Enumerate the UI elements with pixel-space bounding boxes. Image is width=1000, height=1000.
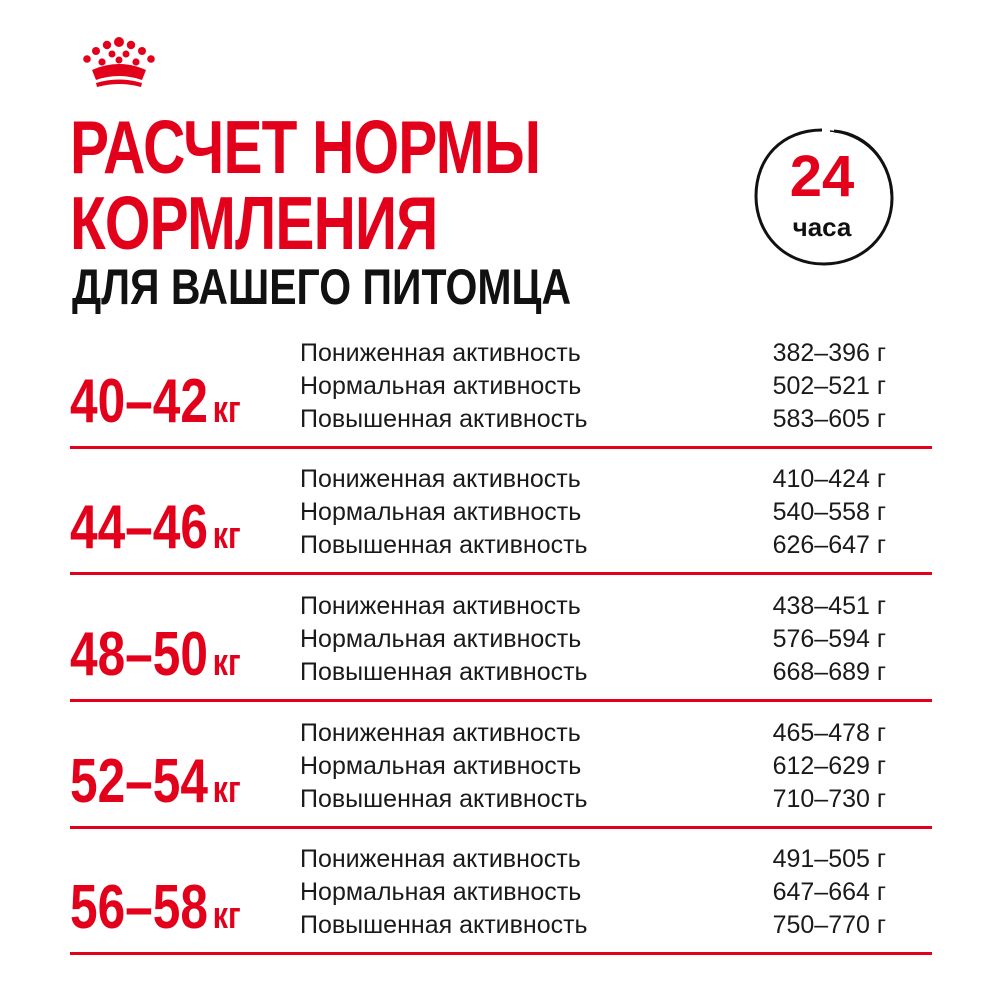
weight-unit: кг [212, 769, 241, 811]
activity-label: Повышенная активность [300, 531, 588, 559]
portion-value: 540–558 г [772, 498, 886, 526]
activity-row-low [300, 463, 886, 495]
divider [70, 572, 932, 575]
portion-value: 647–664 г [772, 878, 886, 906]
portion-value: 410–424 г [772, 465, 886, 493]
weight-unit: кг [212, 389, 241, 431]
page-subtitle: ДЛЯ ВАШЕГО ПИТОМЦА [72, 259, 572, 315]
portion-value: 668–689 г [772, 658, 886, 686]
activity-row-normal [300, 623, 886, 655]
weight-unit: кг [212, 515, 241, 557]
activity-row-low [300, 337, 886, 369]
page-title-line-2: КОРМЛЕНИЯ [70, 181, 438, 265]
portion-value: 465–478 г [772, 719, 886, 747]
weight-range [70, 747, 241, 816]
activity-label: Нормальная активность [300, 625, 582, 653]
royal-canin-crown-icon [80, 36, 158, 88]
activity-label: Повышенная активность [300, 911, 588, 939]
badge-number: 24 [789, 144, 855, 209]
activity-row-normal [300, 370, 886, 402]
weight-block [70, 323, 932, 449]
portion-value: 491–505 г [772, 845, 886, 873]
portion-value: 583–605 г [772, 405, 886, 433]
weight-value: 40–42 [70, 367, 208, 436]
weight-value: 52–54 [70, 747, 208, 816]
activity-label: Повышенная активность [300, 405, 588, 433]
divider [70, 699, 932, 702]
activity-label: Пониженная активность [300, 719, 581, 747]
weight-value: 48–50 [70, 620, 208, 689]
page-title-line-1: РАСЧЕТ НОРМЫ [70, 105, 541, 189]
portion-value: 438–451 г [772, 592, 886, 620]
activity-row-low [300, 590, 886, 622]
activity-row-high [300, 529, 886, 561]
activity-row-high [300, 909, 886, 941]
activity-label: Пониженная активность [300, 592, 581, 620]
activity-label: Пониженная активность [300, 845, 581, 873]
portion-value: 750–770 г [772, 911, 886, 939]
badge-unit: часа [792, 212, 852, 242]
portion-value: 576–594 г [772, 625, 886, 653]
divider [70, 952, 932, 955]
weight-unit: кг [212, 642, 241, 684]
activity-row-normal [300, 750, 886, 782]
activity-label: Нормальная активность [300, 372, 582, 400]
weight-block [70, 829, 932, 955]
weight-range [70, 873, 241, 942]
activity-label: Нормальная активность [300, 878, 582, 906]
activity-row-low [300, 843, 886, 875]
weight-block [70, 449, 932, 575]
activity-label: Пониженная активность [300, 465, 581, 493]
portion-value: 626–647 г [772, 531, 886, 559]
weight-value: 44–46 [70, 493, 208, 562]
weight-range [70, 620, 241, 689]
portion-value: 612–629 г [772, 752, 886, 780]
activity-row-normal [300, 496, 886, 528]
weight-range [70, 493, 241, 562]
portion-value: 382–396 г [772, 339, 886, 367]
weight-block [70, 703, 932, 829]
activity-row-normal [300, 876, 886, 908]
daily-badge [752, 126, 902, 276]
weight-unit: кг [212, 895, 241, 937]
activity-label: Повышенная активность [300, 785, 588, 813]
weight-range [70, 367, 241, 436]
activity-label: Нормальная активность [300, 498, 582, 526]
portion-value: 502–521 г [772, 372, 886, 400]
activity-row-high [300, 656, 886, 688]
activity-label: Повышенная активность [300, 658, 588, 686]
activity-label: Пониженная активность [300, 339, 581, 367]
weight-block [70, 576, 932, 702]
activity-row-low [300, 717, 886, 749]
activity-label: Нормальная активность [300, 752, 582, 780]
portion-value: 710–730 г [772, 785, 886, 813]
activity-row-high [300, 783, 886, 815]
activity-row-high [300, 403, 886, 435]
weight-value: 56–58 [70, 873, 208, 942]
